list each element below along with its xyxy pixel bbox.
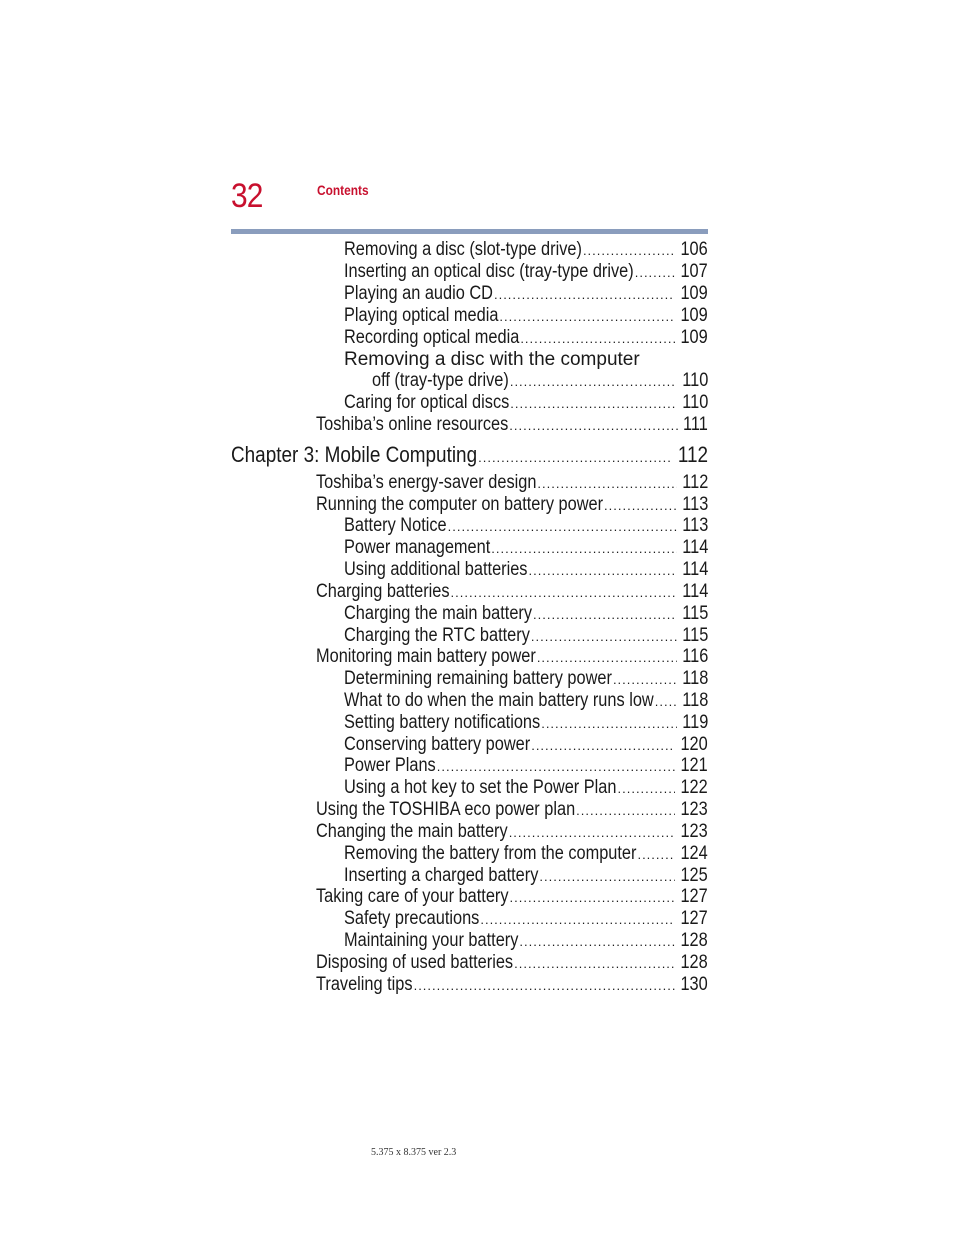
dot-leader: [509, 415, 678, 436]
toc-entry-title: Playing optical media: [344, 305, 499, 326]
toc-entry[interactable]: [316, 472, 708, 494]
toc-page-number: 111: [683, 414, 708, 435]
dot-leader: [510, 393, 676, 414]
toc-entry[interactable]: [344, 515, 708, 537]
toc-page-number: 130: [680, 974, 708, 995]
toc-entry-title: What to do when the main battery runs low: [344, 690, 654, 711]
toc-entry-title: Playing an audio CD: [344, 283, 493, 304]
toc-entry-title: Battery Notice: [344, 515, 447, 536]
toc-entry-title: Disposing of used batteries: [316, 952, 514, 973]
toc-page-number: 106: [680, 239, 708, 260]
toc-page-number: 107: [680, 261, 708, 282]
toc-page-number: 116: [681, 646, 708, 667]
toc-entry[interactable]: [344, 908, 708, 930]
toc-entry[interactable]: [344, 734, 708, 756]
toc-entry[interactable]: [316, 821, 708, 843]
toc-entry-title: Using a hot key to set the Power Plan: [344, 777, 617, 798]
dot-leader: [537, 647, 677, 668]
toc-page-number: 123: [680, 821, 708, 842]
toc-page-number: 127: [680, 886, 708, 907]
dot-leader: [529, 560, 677, 581]
toc-chapter-title: Chapter 3: Mobile Computing: [231, 442, 478, 467]
toc-entry[interactable]: [344, 668, 708, 690]
dot-leader: [437, 756, 676, 777]
toc-entry-title: Conserving battery power: [344, 734, 531, 755]
dot-leader: [509, 822, 676, 843]
toc-entry[interactable]: [316, 646, 708, 668]
toc-entry-title: Removing the battery from the computer: [344, 843, 637, 864]
dot-leader: [480, 909, 675, 930]
toc-entry[interactable]: [344, 327, 708, 349]
dot-leader: [637, 844, 675, 865]
dot-leader: [499, 306, 675, 327]
dot-leader: [520, 328, 675, 349]
dot-leader: [539, 866, 675, 887]
dot-leader: [414, 975, 676, 996]
toc-entry-title: Removing a disc with the computer: [344, 349, 640, 370]
toc-page-number: 112: [677, 442, 708, 467]
toc-page-number: 124: [680, 843, 708, 864]
toc-entry-title: Charging the RTC battery: [344, 625, 530, 646]
toc-entry[interactable]: [344, 603, 708, 625]
dot-leader: [510, 371, 677, 392]
toc-entry[interactable]: [316, 581, 708, 603]
dot-leader: [655, 691, 677, 712]
toc-entry[interactable]: [344, 283, 708, 305]
toc-entry[interactable]: [344, 305, 708, 327]
toc-page-number: 114: [681, 559, 708, 580]
toc-entry[interactable]: [344, 930, 708, 952]
toc-entry-title: Determining remaining battery power: [344, 668, 612, 689]
toc-entry-title: Inserting an optical disc (tray-type drive): [344, 261, 634, 282]
toc-entry[interactable]: [344, 625, 708, 647]
dot-leader: [635, 262, 676, 283]
toc-entry[interactable]: [316, 886, 708, 908]
toc-entry[interactable]: [344, 239, 708, 261]
toc-entry-title: off (tray-type drive): [372, 370, 509, 391]
toc-entry[interactable]: [344, 690, 708, 712]
dot-leader: [494, 284, 675, 305]
toc-page-number: 118: [681, 690, 708, 711]
toc-entry[interactable]: [344, 843, 708, 865]
toc-page-number: 115: [681, 625, 708, 646]
dot-leader: [576, 800, 675, 821]
toc-entry-title: Safety precautions: [344, 908, 480, 929]
header-rule: [231, 229, 708, 234]
toc-entry[interactable]: [316, 952, 708, 974]
dot-leader: [583, 240, 675, 261]
toc-page-number: 118: [681, 668, 708, 689]
dot-leader: [510, 887, 676, 908]
dot-leader: [514, 953, 675, 974]
dot-leader: [491, 538, 676, 559]
toc-entry[interactable]: [344, 392, 708, 414]
toc-page-number: 112: [681, 472, 708, 493]
toc-page-number: 119: [681, 712, 708, 733]
toc-chapter-entry[interactable]: [231, 442, 708, 468]
toc-page-number: 110: [681, 392, 708, 413]
toc-entry[interactable]: [344, 865, 708, 887]
toc-entry[interactable]: [372, 370, 708, 392]
dot-leader: [618, 778, 676, 799]
toc-entry[interactable]: [316, 414, 708, 436]
toc-entry[interactable]: [344, 755, 708, 777]
toc-page-number: 113: [681, 494, 708, 515]
dot-leader: [533, 604, 677, 625]
toc-page-number: 123: [680, 799, 708, 820]
dot-leader: [604, 495, 677, 516]
toc-page-number: 125: [680, 865, 708, 886]
toc-page-number: 121: [680, 755, 708, 776]
toc-entry-title: Running the computer on battery power: [316, 494, 604, 515]
toc-page-number: 109: [680, 305, 708, 326]
dot-leader: [537, 473, 676, 494]
toc-entry-title: Power Plans: [344, 755, 436, 776]
toc-entry[interactable]: [344, 712, 708, 734]
toc-entry-title: Using additional batteries: [344, 559, 528, 580]
toc-entry[interactable]: [316, 494, 708, 516]
toc-entry-title: Toshiba’s online resources: [316, 414, 509, 435]
toc-entry-title: Traveling tips: [316, 974, 413, 995]
toc-page-number: 120: [680, 734, 708, 755]
toc-entry-title: Monitoring main battery power: [316, 646, 536, 667]
dot-leader: [531, 735, 675, 756]
toc-entry[interactable]: [344, 537, 708, 559]
toc-entry-title: Setting battery notifications: [344, 712, 541, 733]
toc-entry[interactable]: [344, 559, 708, 581]
toc-entry-title: Caring for optical discs: [344, 392, 510, 413]
footer-note: 5.375 x 8.375 ver 2.3: [371, 1147, 457, 1158]
toc-entry-title: Power management: [344, 537, 491, 558]
toc-entry[interactable]: [344, 349, 640, 371]
toc-page-number: 128: [680, 952, 708, 973]
toc-page-number: 122: [680, 777, 708, 798]
dot-leader: [478, 445, 672, 468]
dot-leader: [448, 516, 677, 537]
toc-entry[interactable]: [344, 777, 708, 799]
toc-page-number: 128: [680, 930, 708, 951]
page-number: 32: [231, 177, 263, 215]
toc-page-number: 110: [681, 370, 708, 391]
toc-entry-title: Inserting a charged battery: [344, 865, 539, 886]
dot-leader: [519, 931, 675, 952]
toc-entry[interactable]: [316, 799, 708, 821]
toc-entry-title: Changing the main battery: [316, 821, 508, 842]
dot-leader: [541, 713, 677, 734]
toc-page-number: 115: [681, 603, 708, 624]
toc-entry-title: Toshiba’s energy-saver design: [316, 472, 537, 493]
toc-page-number: 113: [681, 515, 708, 536]
toc-page-number: 109: [680, 283, 708, 304]
dot-leader: [451, 582, 677, 603]
toc-entry-title: Recording optical media: [344, 327, 520, 348]
toc-entry-title: Removing a disc (slot-type drive): [344, 239, 582, 260]
toc-entry-title: Maintaining your battery: [344, 930, 519, 951]
toc-entry[interactable]: [344, 261, 708, 283]
toc-page-number: 114: [681, 537, 708, 558]
toc-entry-title: Charging the main battery: [344, 603, 533, 624]
running-head: Contents: [317, 182, 369, 198]
toc-page-number: 114: [681, 581, 708, 602]
toc-page-number: 127: [680, 908, 708, 929]
toc-entry[interactable]: [316, 974, 708, 996]
dot-leader: [531, 626, 677, 647]
toc-entry-title: Charging batteries: [316, 581, 450, 602]
toc-entry-title: Using the TOSHIBA eco power plan: [316, 799, 576, 820]
dot-leader: [613, 669, 677, 690]
toc-page-number: 109: [680, 327, 708, 348]
toc-entry-title: Taking care of your battery: [316, 886, 509, 907]
